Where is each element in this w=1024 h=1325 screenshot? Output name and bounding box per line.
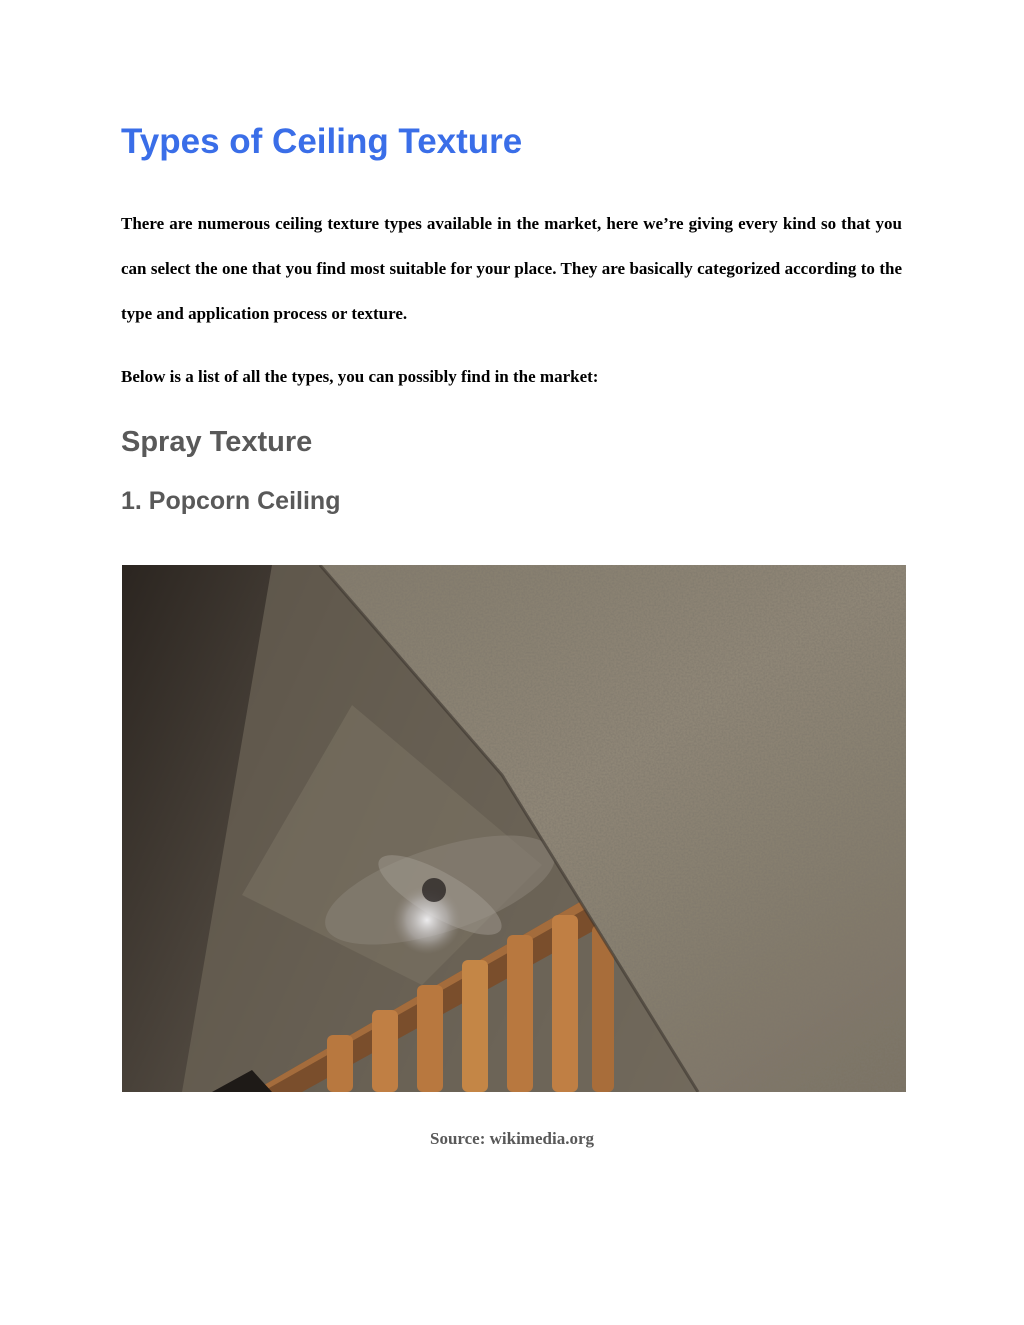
intro-paragraph: There are numerous ceiling texture types available in the market, here we’re giving every kind so that you can select the one that you find most suitable for your place. They are basically categorized according to the type and application process or texture.: [121, 214, 902, 323]
section-heading-spray-texture: Spray Texture: [121, 426, 313, 458]
list-intro-paragraph: Below is a list of all the types, you can possibly find in the market:: [121, 367, 599, 386]
page-title: Types of Ceiling Texture: [121, 122, 523, 161]
photo-illustration: [122, 565, 906, 1092]
figure-caption: Source: wikimedia.org: [429, 1129, 594, 1148]
subsection-heading-popcorn-ceiling: 1. Popcorn Ceiling: [121, 487, 341, 515]
popcorn-ceiling-photo: [122, 565, 906, 1092]
